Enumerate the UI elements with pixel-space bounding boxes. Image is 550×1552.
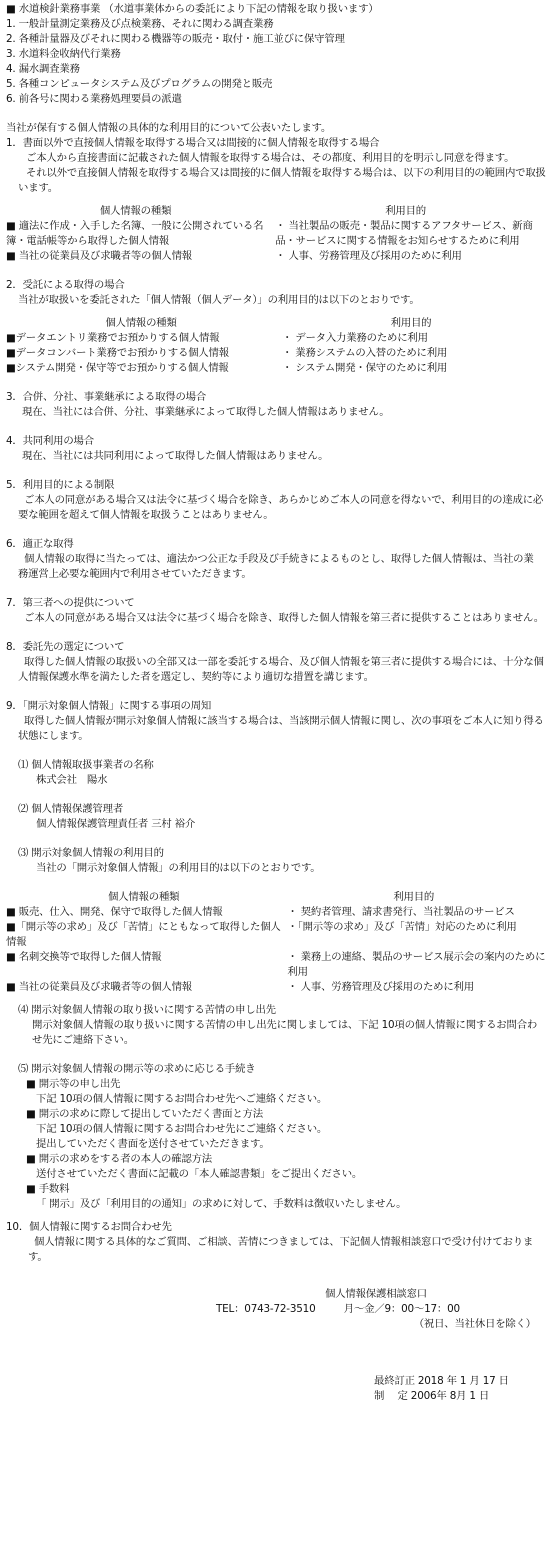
section-title: 7．第三者への提供について [6,597,135,609]
section-4 [6,434,546,464]
table-cell: ・「開示等の求め」及び「苦情」対応のために利用 [287,921,517,933]
table-cell: ・ システム開発・保守のために利用 [282,362,448,374]
business-item: 2. 各種計量器及びそれに関わる機器等の販売・取付・施工並びに保守管理 [6,33,345,45]
subsection-title: ⑴ 個人情報取扱事業者の名称 [18,759,154,771]
contact-block [6,1287,536,1332]
section-paragraph: 取得した個人情報の取扱いの全部又は一部を委託する場合、及び個人情報を第三者に提供する場合には、十分な個人情報保護水準を満たした者を選定し、契約等により適切な措置を講じます。 [18,656,544,683]
table-cell: ■ 当社の従業員及び求職者等の個人情報 [6,250,192,262]
procedure-heading: ■ 開示の求めに際して提出していただく書面と方法 [26,1108,263,1120]
contact-hours: 月～金／9：00～17：00 [343,1303,460,1315]
table-cell: ・ 当社製品の販売・製品に関するアフタサービス、新商品・サービスに関する情報をお知らせするために利用 [275,220,533,247]
table-row [6,249,546,264]
section-paragraph: 取得した個人情報が開示対象個人情報に該当する場合は、当該開示個人情報に関し、次の事項をご本人に知り得る状態にします。 [18,715,544,742]
table-cell: ■ 販売、仕入、開発、保守で取得した個人情報 [6,906,223,918]
section-paragraph: 現在、当社には共同利用によって取得した個人情報はありません。 [22,450,329,462]
procedure-heading: ■ 開示等の申し出先 [26,1078,121,1090]
table-row [6,331,546,346]
section-paragraph: ご本人から直接書面に記載された個人情報を取得する場合は、その都度、利用目的を明示し同意を得ます。 [26,152,515,164]
section-title: 6．適正な取得 [6,538,74,550]
section-6 [6,537,546,582]
subsection-title: ⑶ 開示対象個人情報の利用目的 [18,847,164,859]
subsection-title: ⑷ 開示対象個人情報の取り扱いに関する苦情の申し出先 [18,1004,276,1016]
section-title: 9．「開示対象個人情報」に関する事項の周知 [6,700,212,712]
section-1 [6,136,546,264]
section-title: 2．受託による取得の場合 [6,279,125,291]
column-header: 個人情報の種類 [105,317,177,329]
table-cell: ・ 人事、労務管理及び採用のために利用 [287,981,474,993]
column-header: 利用目的 [393,891,435,903]
section-paragraph: 現在、当社には合併、分社、事業継承によって取得した個人情報はありません。 [22,406,390,418]
section-2 [6,278,546,376]
procedure-body: 下記 10項の個人情報に関するお問合わせ先にご連絡ください。 [36,1123,328,1135]
table-cell: ■ 適法に作成・入手した名簿、一般に公開されている名簿・電話帳等から取得した個人情報 [6,220,264,247]
table-row [6,950,546,980]
table-row [6,980,546,995]
section-10 [6,1220,546,1265]
section-title: 8．委託先の選定について [6,641,125,653]
column-header: 個人情報の種類 [108,891,180,903]
business-item: 4. 漏水調査業務 [6,63,80,75]
table-cell: ■「開示等の求め」及び「苦情」にともなって取得した個人情報 [6,921,281,948]
column-header: 利用目的 [385,205,426,217]
table-cell: ・ データ入力業務のために利用 [282,332,428,344]
section-paragraph: ご本人の同意がある場合又は法令に基づく場合を除き、あらかじめご本人の同意を得ないで、利用目的の達成に必要な範囲を超えて個人情報を取扱うことはありません。 [18,494,544,521]
table-row [6,219,546,249]
section-title: 5．利用目的による制限 [6,479,115,491]
date-block [6,1374,546,1404]
contact-name: 個人情報保護相談窓口 [325,1288,427,1300]
business-item: 6. 前各号に関わる業務処理要員の派遣 [6,93,182,105]
procedure-list [6,1077,546,1212]
table-row [6,920,546,950]
contact-tel: TEL：0743-72-3510 [216,1303,316,1315]
purpose-intro: 当社が保有する個人情報の具体的な利用目的について公表いたします。 [6,122,332,134]
table-cell: ・ 業務上の連絡、製品のサービス展示会の案内のために利用 [287,951,546,978]
section-title: 4．共同利用の場合 [6,435,94,447]
procedure-heading: ■ 手数料 [26,1183,70,1195]
subsection-body: 開示対象個人情報の取り扱いに関する苦情の申し出先に関しましては、下記 10項の個人情報に関するお問合わせ先にご連絡下さい。 [32,1019,538,1046]
table-row [6,346,546,361]
section-3 [6,390,546,420]
procedure-body: 「 開示」及び「利用目的の通知」の求めに対して、手数料は徴収いたしません。 [36,1198,407,1210]
purpose-table [6,204,546,264]
subsection-body: 個人情報保護管理責任者 三村 裕介 [36,818,196,830]
business-item: 3. 水道料金收納代行業務 [6,48,121,60]
table-row [6,905,546,920]
business-item: 5. 各種コンピュータシステム及びプログラムの開発と販売 [6,78,273,90]
contact-holiday: （祝日、当社休日を除く） [413,1318,536,1330]
revised-date: 最終訂正 2018 年 1 月 17 日 [374,1375,509,1387]
purpose-table [6,316,546,376]
table-cell: ・ 業務システムの入替のために利用 [282,347,448,359]
contact-phone-row [216,1302,536,1317]
section-title: 10．個人情報に関するお問合わせ先 [6,1221,172,1233]
section-title: 1．書面以外で直接個人情報を取得する場合又は間接的に個人情報を取得する場合 [6,137,380,149]
table-cell: ・ 人事、労務管理及び採用のために利用 [275,250,462,262]
section-paragraph: 当社が取扱いを委託された「個人情報（個人データ）」の利用目的は以下のとおりです。 [18,294,420,306]
section-paragraph: 個人情報に関する具体的なご質問、ご相談、苦情につきましては、下記個人情報相談窓口で受け付けております。 [28,1236,534,1263]
business-item: 1. 一般計量測定業務及び点検業務、それに関わる調査業務 [6,18,274,30]
column-header: 個人情報の種類 [99,205,172,217]
section-7 [6,596,546,626]
section-paragraph: それ以外で直接個人情報を取得する場合又は間接的に個人情報を取得する場合は、以下の利用目的の範囲内で取扱います。 [18,167,546,194]
subsection-title: ⑸ 開示対象個人情報の開示等の求めに応じる手続き [18,1063,256,1075]
table-cell: ■データエントリ業務でお預かりする個人情報 [6,332,220,344]
procedure-body: 下記 10項の個人情報に関するお問合わせ先へご連絡ください。 [36,1093,328,1105]
section-paragraph: ご本人の同意がある場合又は法令に基づく場合を除き、取得した個人情報を第三者に提供することはありません。 [24,612,544,624]
table-cell: ■システム開発・保守等でお預かりする個人情報 [6,362,229,374]
procedure-heading: ■ 開示の求めをする者の本人の確認方法 [26,1153,212,1165]
table-row [6,361,546,376]
table-cell: ・ 契約者管理、請求書発行、当社製品のサービス [287,906,515,918]
table-cell: ■データコンバート業務でお預かりする個人情報 [6,347,229,359]
business-item: ■ 水道検針業務事業 （水道事業体からの委託により下記の情報を取り扱います） [6,3,379,15]
section-paragraph: 個人情報の取得に当たっては、適法かつ公正な手段及び手続きによるものとし、取得した個人情報は、当社の業 務運営上必要な範囲内で利用させていただきます。 [18,553,534,580]
enacted-date: 制 定 2006年 8月 1 日 [374,1390,490,1402]
section-8 [6,640,546,685]
table-cell: ■ 当社の従業員及び求職者等の個人情報 [6,981,192,993]
column-header: 利用目的 [390,317,432,329]
table-cell: ■ 名刺交換等で取得した個人情報 [6,951,162,963]
section-9 [6,699,546,1212]
subsection-title: ⑵ 個人情報保護管理者 [18,803,124,815]
procedure-body: 提出していただく書面を送付させていただきます。 [36,1138,270,1150]
business-list [6,2,546,107]
subsection-body: 株式会社 陽水 [36,774,108,786]
subsection-body: 当社の「開示対象個人情報」の利用目的は以下のとおりです。 [36,862,321,874]
section-title: 3．合併、分社、事業継承による取得の場合 [6,391,207,403]
purpose-table [6,890,546,995]
section-5 [6,478,546,523]
procedure-body: 送付させていただく書面に記載の「本人確認書類」をご提出ください。 [36,1168,363,1180]
